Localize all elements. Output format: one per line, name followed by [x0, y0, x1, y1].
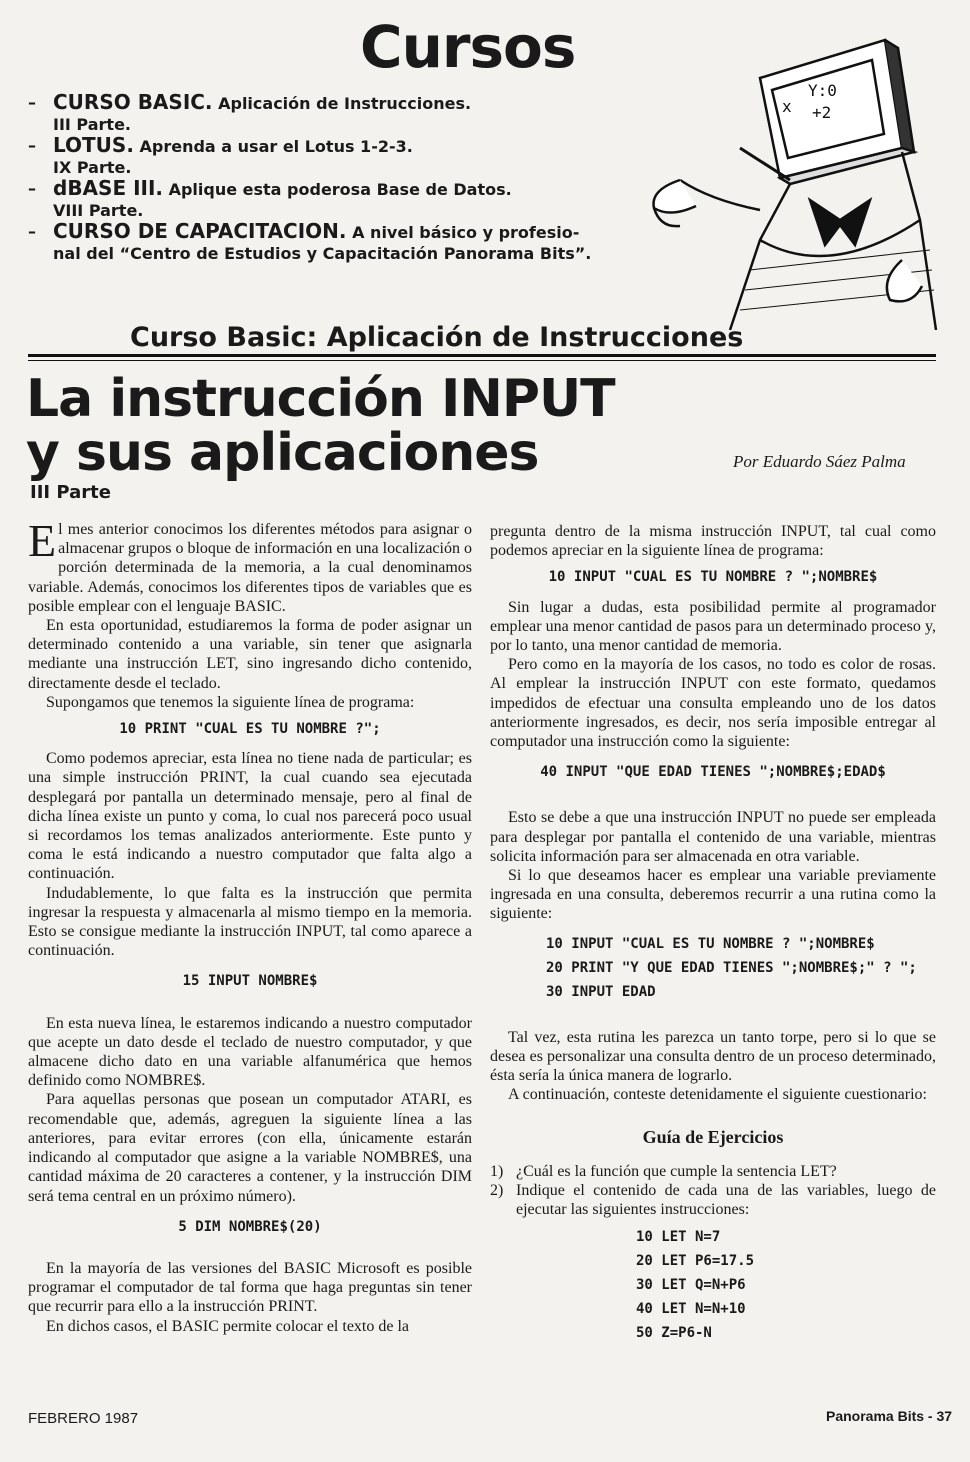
paragraph: Supongamos que tenemos la siguiente línea de programa:	[46, 693, 415, 711]
paragraph: Pero como en la mayoría de los casos, no todo es color de rosas. Al emplear la instrucción INPUT con este formato, quedamos impedidos de efectuar una consulta empleando uno de los datos anteriormente ingresados, es decir, nos sería imposible entregar al computador una instrucción como la siguiente:	[490, 656, 936, 751]
paragraph: En esta nueva línea, le estaremos indicando a nuestro computador que acepte un dato desde el teclado de nuestro computador, y que almacene dicho dato en una variable alfanumérica que hemos definido como NOMBRE$.	[28, 1014, 472, 1090]
paragraph: En dichos casos, el BASIC permite colocar el texto de la	[46, 1317, 410, 1335]
course-item-dbase: – dBASE III. Aplique esta poderosa Base de Datos. VIII Parte.	[28, 176, 512, 220]
paragraph: El mes anterior conocimos los diferentes métodos para asignar o almacenar grupos o bloque de información en una localización o porción determinada de la memoria, a la cual denominamos variable. Además, conocimos los diferentes tipos de variables que es posible emplear con el lenguaje BASIC.	[28, 515, 472, 615]
column-left	[28, 515, 472, 1336]
headline-line-1: La instrucción INPUT	[26, 369, 615, 429]
drop-cap: E	[28, 515, 57, 566]
code-line: 10 INPUT "CUAL ES TU NOMBRE ? ";NOMBRE$	[546, 935, 875, 952]
paragraph: A continuación, conteste detenidamente el siguiente cuestionario:	[508, 1086, 927, 1104]
computer-teacher-illustration	[640, 30, 940, 330]
code-line: 40 LET N=N+10	[636, 1301, 746, 1318]
footer-page-number: Panorama Bits - 37	[826, 1408, 953, 1424]
exercise-item: 1) ¿Cuál es la función que cumple la sentencia LET?	[490, 1162, 837, 1180]
paragraph: Como podemos apreciar, esta línea no tiene nada de particular; es una simple instrucción PRINT, la cual cuando sea ejecutada desplegará por pantalla un determinado mensaje, pero al final de dicha línea existe un punto y coma, lo cual nos parecerá poco usual si recordamos los temas analizados anteriormente. Este punto y coma le está indicando a nuestro computador que falta algo a continuación.	[28, 750, 472, 883]
code-block	[546, 932, 936, 1004]
paragraph: En esta oportunidad, estudiaremos la forma de poder asignar un determinado contenido a una variable, sin tener que asignarla mediante una instrucción LET, sino ingresando dicho contenido, directamente desde el teclado.	[28, 617, 472, 692]
headline-line-2: y sus aplicaciones	[26, 423, 539, 483]
course-item-capacitacion: – CURSO DE CAPACITACION. A nivel básico y profesio- nal del “Centro de Estudios y Capacitación Panorama Bits”.	[28, 219, 592, 263]
code-line: 15 INPUT NOMBRE$	[182, 973, 318, 990]
exercise-item: 2) Indique el contenido de cada una de las variables, luego de ejecutar las siguientes instrucciones:	[490, 1181, 936, 1219]
byline: Por Eduardo Sáez Palma	[733, 452, 906, 471]
title-rule-thick	[28, 354, 936, 357]
exercise-list	[490, 1162, 936, 1220]
paragraph: Para aquellas personas que posean un computador ATARI, es recomendable que, además, agreguen la siguiente línea a las anteriores, para evitar errores (con ella, únicamente estarán indicando al computador que asigne a la variable NOMBRE$, una cantidad máxima de 20 caracteres a contener, y la instrucción DIM será tema central en un próximo número).	[28, 1091, 472, 1205]
exercise-code-block	[636, 1225, 936, 1345]
title-rule-thin	[28, 360, 936, 361]
part-label: III Parte	[30, 482, 111, 503]
footer-date: FEBRERO 1987	[28, 1410, 139, 1427]
paragraph: Indudablemente, lo que falta es la instrucción que permita ingresar la respuesta y almacenarla al mismo tiempo en la memoria. Esto se consigue mediante la instrucción INPUT, tal como aparece a continuación.	[28, 884, 472, 960]
section-title: Cursos	[360, 13, 576, 81]
paragraph: pregunta dentro de la misma instrucción INPUT, tal cual como podemos apreciar en la siguiente línea de programa:	[490, 523, 936, 560]
code-line: 40 INPUT "QUE EDAD TIENES ";NOMBRE$;EDAD$	[540, 764, 886, 781]
paragraph: En la mayoría de las versiones del BASIC Microsoft es posible programar el computador de tal forma que haga preguntas sin tener que recurrir para ello a la instrucción PRINT.	[28, 1259, 472, 1316]
code-line: 20 PRINT "Y QUE EDAD TIENES ";NOMBRE$;" ? ";	[546, 959, 917, 976]
code-line: 20 LET P6=17.5	[636, 1253, 755, 1270]
paragraph: Tal vez, esta rutina les parezca un tanto torpe, pero si lo que se desea es personalizar una consulta dentro de un proceso determinado, ésta sería la única manera de lograrlo.	[490, 1028, 936, 1085]
exercise-heading: Guía de Ejercicios	[642, 1127, 784, 1148]
paragraph: Sin lugar a dudas, esta posibilidad permite al programador emplear una menor cantidad de pasos para un determinado proceso y, por lo tanto, una menor cantidad de memoria.	[490, 598, 936, 655]
series-title: Curso Basic: Aplicación de Instrucciones	[130, 322, 744, 353]
code-line: 10 INPUT "CUAL ES TU NOMBRE ? ";NOMBRE$	[548, 569, 878, 586]
code-line: 30 LET Q=N+P6	[636, 1277, 746, 1294]
code-line: 30 INPUT EDAD	[546, 983, 656, 1000]
course-item-lotus: – LOTUS. Aprenda a usar el Lotus 1-2-3. IX Parte.	[28, 133, 413, 177]
course-list	[28, 92, 668, 264]
code-line: 10 PRINT "CUAL ES TU NOMBRE ?";	[119, 721, 381, 738]
course-item-basic: – CURSO BASIC. Aplicación de Instrucciones. III Parte.	[28, 90, 472, 134]
article-headline	[26, 369, 615, 483]
code-line: 50 Z=P6-N	[636, 1325, 712, 1342]
code-line: 5 DIM NOMBRE$(20)	[178, 1218, 322, 1235]
code-line: 10 LET N=7	[636, 1229, 721, 1246]
column-right	[490, 522, 936, 1345]
screen-line1-text: Y:0	[808, 81, 837, 100]
screen-line2-text: +2	[812, 103, 832, 122]
screen-x-text: x	[782, 97, 792, 116]
paragraph: Esto se debe a que una instrucción INPUT no puede ser empleada para desplegar por pantalla el contenido de una variable, mientras solicita información para ser almacenada en otra variable.	[490, 809, 936, 865]
paragraph: Si lo que deseamos hacer es emplear una variable previamente ingresada en una consulta, deberemos recurrir a una rutina como la siguiente:	[490, 867, 936, 923]
